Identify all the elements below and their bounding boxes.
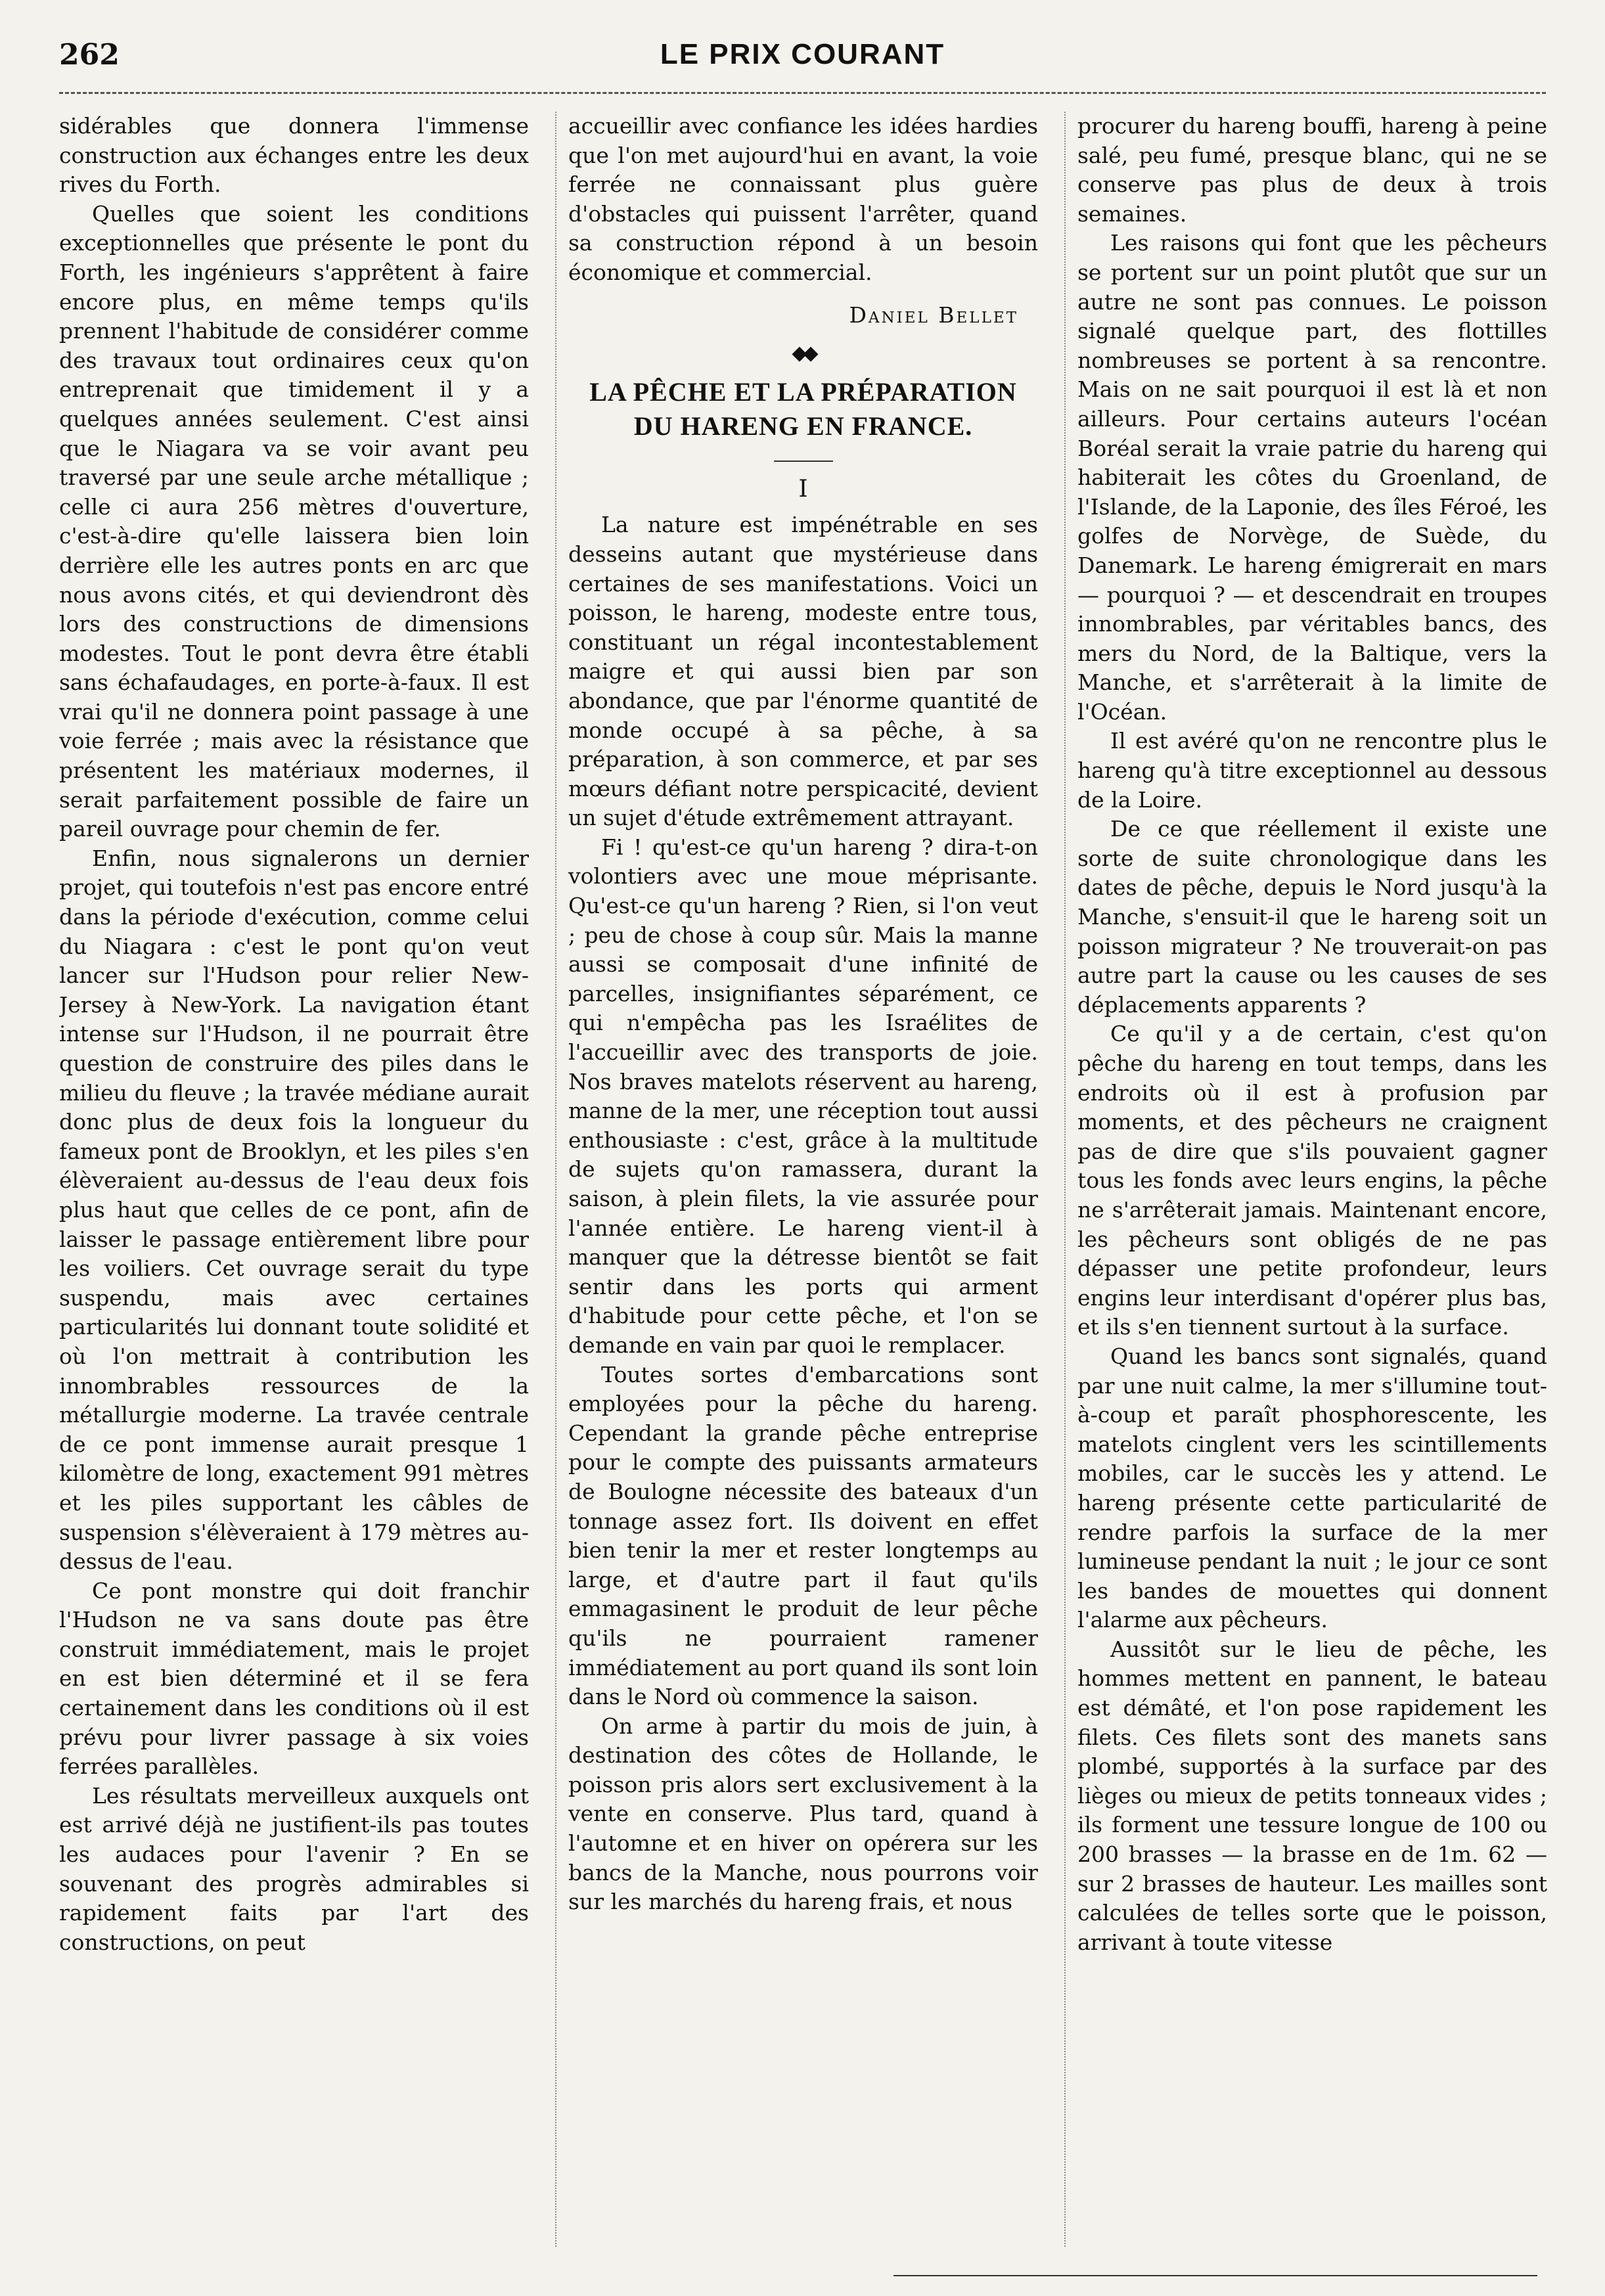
- paragraph: sidérables que donnera l'immense construction aux échanges entre les deux rives du Forth.: [59, 113, 529, 198]
- page-number: 262: [59, 38, 120, 72]
- paragraph: Quelles que soient les conditions exceptionnelles que présente le pont du Forth, les ingénieurs s'apprêtent à faire encore plus, en même temps qu'ils prennent l'habitude de considérer comme des travaux tout ordinaires ceux qu'on entreprenait que timidement il y a quelques années seulement. C'est ainsi que le Niagara va se voir avant peu traversé par une seule arche métallique ; celle ci aura 256 mètres d'ouverture, c'est-à-dire qu'elle laissera bien loin derrière elle les autres ponts en arc que nous avons cités, et qui deviendront dès lors des constructions de dimensions modestes. Tout le pont devra être établi sans échafaudages, en porte-à-faux. Il est vrai qu'il ne donnera point passage à une voie ferrée ; mais avec la résistance que présentent les matériaux modernes, il serait parfaitement possible de faire un pareil ouvrage pour chemin de fer.: [59, 200, 529, 842]
- section-numeral: I: [798, 475, 808, 503]
- paragraph: De ce que réellement il existe une sorte de suite chronologique dans les dates de pêche, depuis le Nord jusqu'à la Manche, s'ensuit-il que le hareng soit un poisson migrateur ? Ne trouverait-on pas autre part la cause ou les causes de ses déplacements apparents ?: [1077, 816, 1547, 1018]
- article-title: [568, 375, 1038, 443]
- paragraph: Il est avéré qu'on ne rencontre plus le hareng qu'à titre exceptionnel au dessous de la Loire.: [1077, 728, 1547, 813]
- column-3: [1064, 112, 1547, 2247]
- paragraph: Aussitôt sur le lieu de pêche, les hommes mettent en pannent, le bateau est démâté, et l'on pose rapidement les filets. Ces filets sont des manets sans plombé, supportés à la surface par des lièges ou mieux de petits tonneaux vides ; ils forment une tessure longue de 100 ou 200 brasses — la brasse en de 1m. 62 — sur 2 brasses de hauteur. Les mailles sont calculées de telles sorte que le poisson, arrivant à toute vitesse: [1077, 1636, 1547, 1955]
- bottom-rule: [893, 2275, 1537, 2276]
- journal-title: LE PRIX COURANT: [660, 38, 945, 70]
- header-rule: [59, 92, 1546, 94]
- paragraph: Toutes sortes d'embarcations sont employées pour la pêche du hareng. Cependant la grande pêche entreprise pour le compte des puissants armateurs de Boulogne nécessite des bateaux d'un tonnage assez fort. Ils doivent en effet bien tenir la mer et rester longtemps au large, et d'autre part il faut qu'ils emmagasinent le produit de leur pêche qu'ils ne pourraient ramener immédiatement au port quand ils sont loin dans le Nord où commence la saison.: [568, 1361, 1038, 1710]
- column-2: [555, 112, 1038, 2247]
- paragraph: La nature est impénétrable en ses desseins autant que mystérieuse dans certaines de ses manifestations. Voici un poisson, le hareng, modeste entre tous, constituant un régal incontestablement maigre et qui aussi bien par son abondance, que par l'énorme quantité de monde occupé à sa pêche, à sa préparation, à son commerce, et par ses mœurs défiant notre perspicacité, devient un sujet d'étude extrêmement attrayant.: [568, 512, 1038, 831]
- text-columns: [59, 112, 1547, 2247]
- paragraph: On arme à partir du mois de juin, à destination des côtes de Hollande, le poisson pris alors sert exclusivement à la vente en conserve. Plus tard, quand à l'automne et en hiver on opérera sur les bancs de la Manche, nous pourrons voir sur les marchés du hareng frais, et nous: [568, 1713, 1038, 1915]
- column-1: [59, 112, 529, 2247]
- paragraph: accueillir avec confiance les idées hardies que l'on met aujourd'hui en avant, la voie ferrée ne connaissant plus guère d'obstacles qui puissent l'arrêter, quand sa construction répond à un besoin économique et commercial.: [568, 113, 1038, 285]
- article-title-line: DU HARENG EN FRANCE.: [633, 411, 973, 441]
- paragraph: Les raisons qui font que les pêcheurs se portent sur un point plutôt que sur un autre ne sont pas connues. Le poisson signalé quelque part, des flottilles nombreuses se portent à sa rencontre. Mais on ne sait pourquoi il est là et non ailleurs. Pour certains auteurs l'océan Boréal serait la vraie patrie du hareng qui habiterait les côtes du Groenland, de l'Islande, de la Laponie, des îles Féroé, les golfes de Norvège, de Suède, du Danemark. Le hareng émigrerait en mars — pourquoi ? — et descendrait en troupes innombrables, par véritables bancs, des mers du Nord, de la Baltique, vers la Manche, et s'arrêterait à la limite de l'Océan.: [1077, 230, 1547, 725]
- running-head: [59, 38, 1546, 84]
- section-rule: [774, 461, 833, 462]
- paragraph: Quand les bancs sont signalés, quand par une nuit calme, la mer s'illumine tout-à-coup et paraît phosphorescente, les matelots cinglent vers les scintillements mobiles, car le succès les y attend. Le hareng présente cette particularité de rendre parfois la surface de la mer lumineuse pendant la nuit ; le jour ce sont les bandes de mouettes qui donnent l'alarme aux pêcheurs.: [1077, 1343, 1547, 1633]
- ornament-divider: ◆◆: [792, 342, 815, 365]
- paragraph: Ce pont monstre qui doit franchir l'Hudson ne va sans doute pas être construit immédiatement, mais le projet en est bien déterminé et il se fera certainement dans les conditions où il est prévu pour livrer passage à six voies ferrées parallèles.: [59, 1577, 529, 1780]
- paragraph: Les résultats merveilleux auxquels ont est arrivé déjà ne justifient-ils pas toutes les audaces pour l'avenir ? En se souvenant des progrès admirables si rapidement faits par l'art des constructions, on peut: [59, 1782, 529, 1955]
- article-title-line: LA PÊCHE ET LA PRÉPARATION: [589, 376, 1017, 407]
- paragraph: Enfin, nous signalerons un dernier projet, qui toutefois n'est pas encore entré dans la période d'exécution, comme celui du Niagara : c'est le pont qu'on veut lancer sur l'Hudson pour relier New-Jersey à New-York. La navigation étant intense sur l'Hudson, il ne pourrait être question de construire des piles dans le milieu du fleuve ; la travée médiane aurait donc plus de deux fois la longueur du fameux pont de Brooklyn, et les piles s'en élèveraient au-dessus de l'eau deux fois plus haut que celles de ce pont, afin de laisser le passage entièrement libre pour les voiliers. Cet ouvrage serait du type suspendu, mais avec certaines particularités lui donnant toute solidité et où l'on mettrait à contribution les innombrables ressources de la métallurgie moderne. La travée centrale de ce pont immense aurait presque 1 kilomètre de long, exactement 991 mètres et les piles supportant les câbles de suspension s'élèveraient à 179 mètres au-dessus de l'eau.: [59, 845, 529, 1575]
- paragraph: Ce qu'il y a de certain, c'est qu'on pêche du hareng en tout temps, dans les endroits où il est à profusion par moments, et des pêcheurs ne craignent pas de dire que s'ils pouvaient gagner tous les fonds avec leurs engins, la pêche ne s'arrêterait jamais. Maintenant encore, les pêcheurs sont obligés de ne pas dépasser une petite profondeur, leurs engins leur interdisant d'opérer plus bas, et ils s'en tiennent surtout à la surface.: [1077, 1021, 1547, 1340]
- paragraph: procurer du hareng bouffi, hareng à peine salé, peu fumé, presque blanc, qui ne se conserve pas plus de deux à trois semaines.: [1077, 113, 1547, 227]
- paragraph: Fi ! qu'est-ce qu'un hareng ? dira-t-on volontiers avec une moue méprisante. Qu'est-ce qu'un hareng ? Rien, si l'on veut ; peu de chose à coup sûr. Mais la manne aussi se composait d'une infinité de parcelles, insignifiantes séparément, ce qui n'empêcha pas les Israélites de l'accueillir avec des transports de joie. Nos braves matelots réservent au hareng, manne de la mer, une réception tout aussi enthousiaste : c'est, grâce à la multitude de sujets qu'on ramassera, durant la saison, à plein filets, la vie assurée pour l'année entière. Le hareng vient-il à manquer que la détresse bientôt se fait sentir dans les ports qui arment d'habitude pour cette pêche, et l'on se demande en vain par quoi le remplacer.: [568, 834, 1038, 1358]
- author-signature: Daniel Bellet: [849, 302, 1018, 328]
